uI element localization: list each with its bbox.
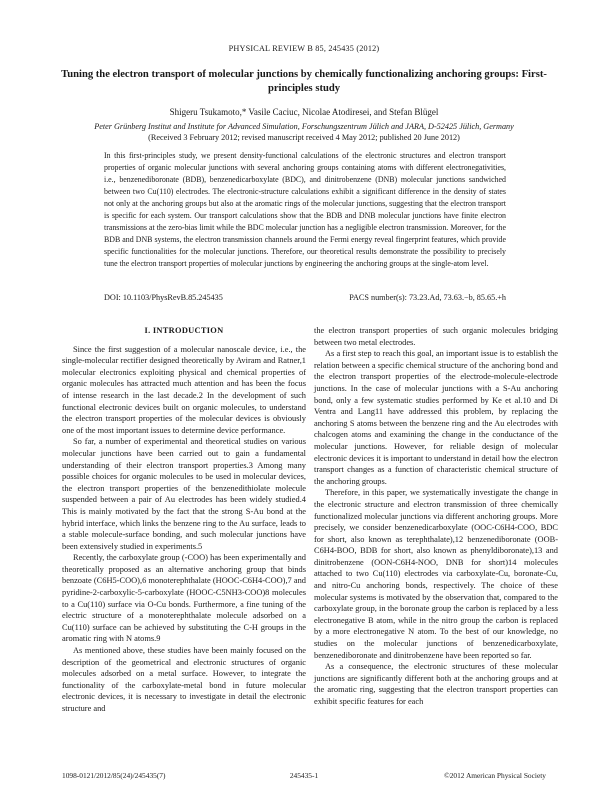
doi-link[interactable]: DOI: 10.1103/PhysRevB.85.245435 <box>104 293 223 302</box>
section-heading: I. INTRODUCTION <box>144 326 224 335</box>
footer-issn: 1098-0121/2012/85(24)/245435(7) <box>62 771 166 780</box>
body-paragraph: As mentioned above, these studies have been mainly focused on the description of the geometrical and electronic structures of organic molecules adsorbed on a metal surface. However, to integrate the functionality of the carboxylate-metal bond in future molecular electronic devices, it is necessary to investigate in detail the electronic structure and <box>62 646 306 713</box>
publication-dates: (Received 3 February 2012; revised manuscript received 4 May 2012; published 20 June 2012) <box>148 133 460 142</box>
body-paragraph: Therefore, in this paper, we systematically investigate the change in the electronic structure and electron transmission of three chemically functionalized molecular junctions via different anchoring groups. More precisely, we consider benzenedicarboxylate (OOC-C6H4-COO, BDC for short, also known as terephthalate),12 benzenediboronate (OOB-C6H4-BOO, BDB for short, also known as phenyldiboronate),13 and dinitrobenzene (OON-C6H4-NOO, DNB for short)14 molecules attached to two Cu(110) electrodes via carboxylate-Cu, boronate-Cu, and nitro-Cu anchoring bonds, respectively. The choice of these molecular systems is motivated by the observation that, compared to the carboxylate group, in the boronate group the carbon is replaced by a less electronegative B atom, while in the nitro group the carbon is replaced by a more electronegative N atom. To the best of our knowledge, no studies on the molecular junctions of benzenedicarboxylate, benzenediboronate and dinitrobenzene have been reported so far. <box>314 488 558 660</box>
left-column <box>62 325 306 715</box>
body-paragraph: the electron transport properties of such organic molecules bridging between two metal electrodes. <box>314 326 558 347</box>
page-number: 245435-1 <box>289 771 319 780</box>
body-paragraph: Since the first suggestion of a molecular nanoscale device, i.e., the single-molecular rectifier designed theoretically by Aviram and Ratner,1 molecular electronics exploiting physical and chemical properties of organic molecules has attracted much attention and has been the focus of intense research in the last decade.2 In the development of such functional electronic devices built on organic molecules, to understand the electron transport properties of the molecular devices is obviously one of the most important issues to determine device performance. <box>62 344 306 435</box>
running-head: PHYSICAL REVIEW B 85, 245435 (2012) <box>228 44 380 53</box>
affiliation: Peter Grünberg Institut and Institute for Advanced Simulation, Forschungszentrum Jülich and JARA, D-52425 Jülich, Germany <box>94 122 514 131</box>
body-paragraph: As a first step to reach this goal, an important issue is to establish the relation between a specific chemical structure of the anchoring bond and the electron transport properties of the electrode-molecule-electrode junctions. In the case of molecular junctions with a S-Au anchoring bond, only a few systematic studies performed by Ke et al.10 and Di Ventra and Lang11 have addressed this problem, by replacing the anchoring S atoms between the benzene ring and the Au electrodes with chalcogen atoms and examining the change in the conductance of the molecular junctions. However, for reliable design of molecular electronic devices it is important to understand in detail how the electron transport changes as a function of characteristic chemical structure of the anchoring groups. <box>314 349 558 486</box>
paper-title: Tuning the electron transport of molecular junctions by chemically functionalizing anchoring groups: First-principles study <box>61 69 547 94</box>
body-paragraph: So far, a number of experimental and theoretical studies on various molecular junctions have been carried out to gain a fundamental understanding of their electron transport properties.3 Among many possible choices for organic molecules to be used in molecular devices, the electron transport properties of the benzenedithiolate molecule suspended between a pair of Au electrodes has been widely studied.4 This is mainly motivated by the fact that the strong S-Au bond at the hybrid interface, which links the benzene ring to the Au surface, leads to a stable molecule-surface bonding, and such molecular junctions have been extensively studied in experiments.5 <box>62 437 306 551</box>
body-paragraph: As a consequence, the electronic structures of these molecular junctions are significantly different both at the anchoring groups and at the aromatic ring, suggesting that the electron transport properties can exhibit specific features for each <box>314 662 558 706</box>
abstract: In this first-principles study, we present density-functional calculations of the electronic structures and electron transport properties of organic molecular junctions with several anchoring groups containing atoms with different electronegativities, i.e., benzenediboronate (BDB), benzenedicarboxylate (BDC), and dinitrobenzene (DNB) molecular junctions sandwiched between two Cu(110) electrodes. The electronic-structure calculations exhibit a significant difference in the density of states not only at the anchoring groups but also at the aromatic rings of the molecular junctions, suggesting that the electron transport is specific for each system. Our transport calculations show that the BDB and DNB molecular junctions have finite electron transmissions at the zero-bias limit while the BDC molecular junction has a negligible electron transmission. Moreover, for the BDB and DNB systems, the electron transmission channels around the Fermi energy reveal fingerprint features, which provide specific functionalities for the molecular junctions. Therefore, our theoretical results demonstrate the possibility to precisely tune the electron transport properties of molecular junctions by engineering the anchoring groups at the single-atom level. <box>104 151 506 268</box>
pacs-numbers: PACS number(s): 73.23.Ad, 73.63.−b, 85.65.+h <box>349 293 506 302</box>
body-paragraph: Recently, the carboxylate group (-COO) has been experimentally and theoretically proposed as an alternative anchoring group that binds benzoate (C6H5-COO),6 monoterephthalate (HOOC-C6H4-COO),7 and pyridine-2-carboxylic-5-carboxylate (HOOC-C5NH3-COO)8 molecules to a Cu(110) surface via O-Cu bonds. Furthermore, a fine tuning of the electric structure of a monoterephthalate molecule adsorbed on a Cu(110) surface can be achieved by substituting the C-H groups in the aromatic ring with N atoms.9 <box>62 553 306 644</box>
author-list: Shigeru Tsukamoto,* Vasile Caciuc, Nicolae Atodiresei, and Stefan Blügel <box>169 107 439 117</box>
copyright: ©2012 American Physical Society <box>444 771 546 780</box>
right-column <box>314 325 558 708</box>
